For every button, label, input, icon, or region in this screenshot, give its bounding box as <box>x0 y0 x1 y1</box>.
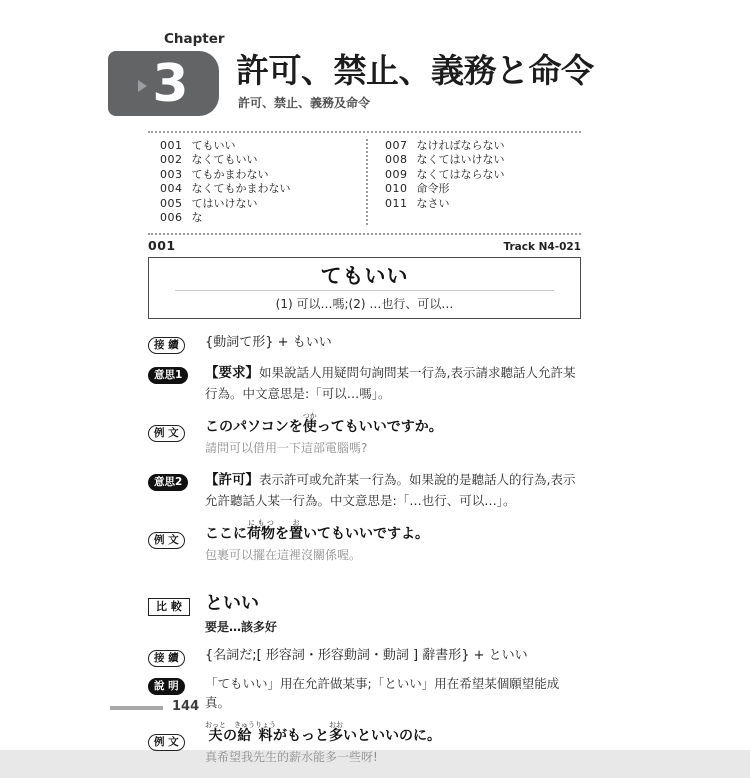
explanation-row <box>148 674 581 713</box>
comparison-headword: といい <box>205 592 259 614</box>
meaning1-badge: 意思1 <box>148 367 188 384</box>
comparison-badge: 比 較 <box>148 598 190 616</box>
headword: てもいい <box>320 264 409 288</box>
meaning2-tag: 【許可】 <box>205 471 259 488</box>
meaning1-text <box>205 363 581 403</box>
grammar-index-box <box>148 131 581 235</box>
comparison-gloss: 要是…該多好 <box>205 619 278 634</box>
example-badge: 例 文 <box>148 425 185 442</box>
meaning1-body: 如果說話人用疑問句詢問某一行為,表示請求聽話人允許某行為。中文意思是:「可以…嗎」。 <box>205 365 576 401</box>
track-label: Track N4-021 <box>503 241 581 253</box>
chapter-badge <box>108 51 219 116</box>
meaning1-tag: 【要求】 <box>205 365 259 381</box>
chapter-number: 3 <box>152 53 189 114</box>
example3-row <box>148 721 581 767</box>
toc-item: 006 な <box>160 211 203 225</box>
meaning2-body: 表示許可或允許某一行為。如果說的是聽話人的行為,表示允許聽話人某一行為。中文意思是:「…也行、可以…」。 <box>205 471 576 508</box>
example2-translation: 包裹可以擺在這裡沒關係喔。 <box>205 548 362 563</box>
comparison-setsuzoku-row <box>148 646 581 667</box>
setsuzoku-text: {動詞て形} + もいい <box>205 335 332 350</box>
example3-japanese: 夫おっとの給料きゅうりょうがもっと多おおいといいのに。 <box>205 720 441 744</box>
headword-divider <box>175 290 554 291</box>
setsuzoku-badge: 接 續 <box>148 650 185 667</box>
setsuzoku-row <box>148 333 581 354</box>
entry-header <box>148 238 581 253</box>
toc-item: 009 なくてはならない <box>385 167 505 181</box>
headword-box <box>148 257 581 319</box>
headword-meanings: (1) 可以…嗎;(2) …也行、可以… <box>275 297 454 311</box>
example1-japanese: このパソコンを使つかってもいいですか。 <box>205 412 443 436</box>
chapter-label: Chapter <box>164 31 225 47</box>
comparison-setsuzoku-text: {名詞だ;[ 形容詞・形容動詞・動詞 ] 辭書形} + といい <box>205 647 528 663</box>
comparison-header <box>148 594 581 635</box>
toc-item: 002 なくてもいい <box>160 153 258 167</box>
example1-row <box>148 412 581 458</box>
example-badge: 例 文 <box>148 734 185 751</box>
example3-translation: 真希望我先生的薪水能多一些呀! <box>205 749 378 764</box>
toc-item: 004 なくてもかまわない <box>160 182 291 196</box>
example2-row <box>148 519 581 565</box>
meaning2-row <box>148 470 581 510</box>
toc-item: 005 てはいけない <box>160 196 258 210</box>
footer-bar <box>110 706 163 710</box>
example-badge: 例 文 <box>148 532 185 549</box>
example1-translation: 請問可以借用一下這部電腦嗎? <box>205 441 368 456</box>
meaning2-badge: 意思2 <box>148 474 188 491</box>
meaning2-text <box>205 470 581 510</box>
setsuzoku-badge: 接 續 <box>148 337 185 354</box>
page-subtitle: 許可、禁止、義務及命令 <box>238 96 371 110</box>
explanation-badge: 說 明 <box>148 678 185 695</box>
example2-japanese: ここに荷物にもつを置おいてもいいですよ。 <box>205 519 429 543</box>
title-block <box>236 52 594 111</box>
entry-number: 001 <box>148 238 176 253</box>
meaning1-row <box>148 363 581 403</box>
toc-column-left <box>148 139 366 225</box>
toc-item: 010 命令形 <box>385 182 450 196</box>
page-number: 144 <box>172 699 200 714</box>
page-title: 許可、禁止、義務と命令 <box>236 51 594 90</box>
toc-item: 011 なさい <box>385 196 450 210</box>
toc-column-right <box>366 139 581 225</box>
toc-item: 007 なければならない <box>385 139 505 152</box>
toc-item: 001 てもいい <box>160 139 236 152</box>
play-triangle-icon <box>138 80 147 92</box>
explanation-text: 「てもいい」用在允許做某事;「といい」用在希望某個願望能成真。 <box>205 675 560 711</box>
toc-item: 008 なくてはいけない <box>385 153 505 167</box>
toc-item: 003 てもかまわない <box>160 167 269 181</box>
entry-content <box>148 238 581 778</box>
